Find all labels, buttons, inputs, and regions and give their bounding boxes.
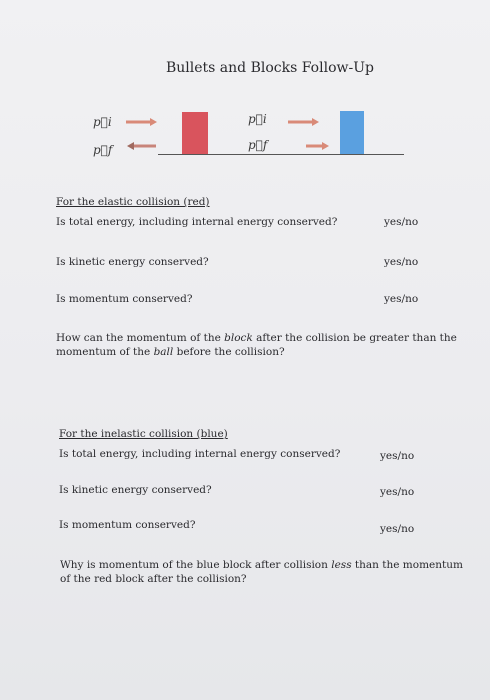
elastic-q1: Is total energy, including internal energy conserved? (56, 216, 338, 228)
inelastic-question-paragraph: Why is momentum of the blue block after collision less than the momentum of the red block after the collision? (60, 559, 463, 585)
inelastic-q2: Is kinetic energy conserved? (59, 484, 212, 496)
rebound-bullet-arrow-red (126, 141, 158, 151)
elastic-q2: Is kinetic energy conserved? (56, 256, 209, 268)
elastic-a1: yes/no (384, 216, 419, 228)
elastic-heading: For the elastic collision (red) (56, 196, 210, 208)
red-block (182, 112, 208, 154)
label-pi-center: p⃗i (248, 112, 267, 126)
elastic-a2: yes/no (384, 256, 419, 268)
label-pf-center: p⃗f (248, 138, 268, 152)
inelastic-q1: Is total energy, including internal energy conserved? (59, 448, 341, 460)
inelastic-a3: yes/no (380, 523, 415, 535)
floor-line (158, 154, 404, 155)
inelastic-heading: For the inelastic collision (blue) (59, 428, 228, 440)
inelastic-a2: yes/no (380, 486, 415, 498)
incoming-bullet-arrow-blue (286, 117, 320, 127)
embedded-bullet-arrow-blue (304, 141, 330, 151)
elastic-question-paragraph: How can the momentum of the block after the collision be greater than the momentum of the ball before the collision? (56, 332, 457, 358)
elastic-q3: Is momentum conserved? (56, 293, 193, 305)
inelastic-q3: Is momentum conserved? (59, 519, 196, 531)
blue-block (340, 111, 364, 154)
label-pi-left: p⃗i (93, 115, 112, 129)
incoming-bullet-arrow-red (124, 117, 158, 127)
label-pf-left: p⃗f (93, 143, 113, 157)
page-title: Bullets and Blocks Follow-Up (166, 60, 374, 76)
elastic-a3: yes/no (384, 293, 419, 305)
inelastic-a1: yes/no (380, 450, 415, 462)
